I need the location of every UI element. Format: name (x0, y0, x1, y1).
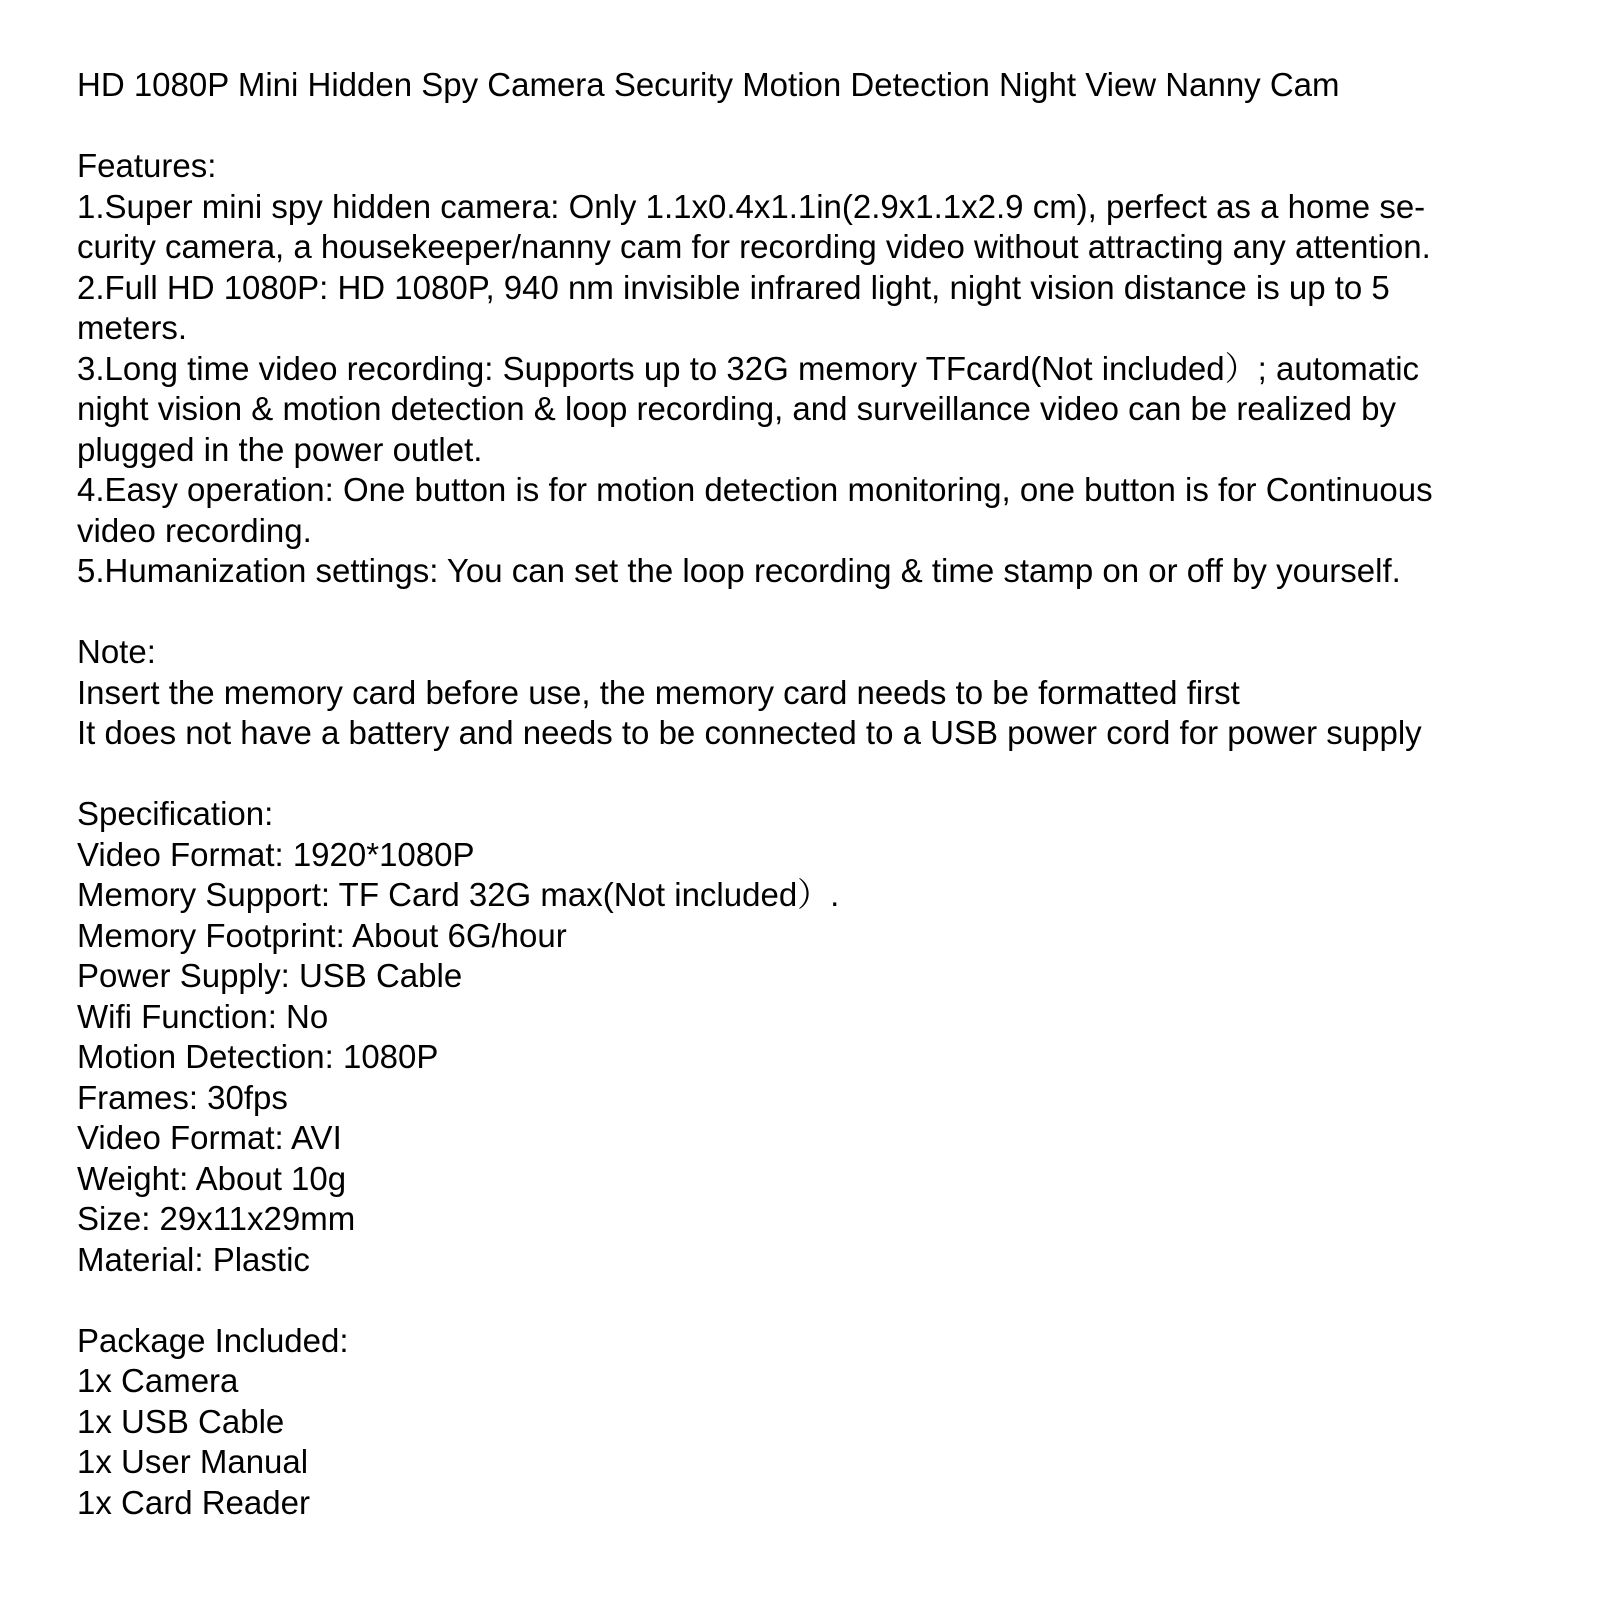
spec-line: Material: Plastic (77, 1240, 310, 1278)
features-line: 3.Long time video recording: Supports up to 32G memory TFcard(Not included）; automatic (77, 349, 1420, 387)
features-heading: Features: (77, 147, 217, 184)
specification-heading: Specification: (77, 795, 274, 832)
note-heading: Note: (77, 633, 156, 670)
package-heading: Package Included: (77, 1321, 349, 1359)
features-line: video recording. (77, 511, 312, 549)
spec-line: Memory Footprint: About 6G/hour (77, 916, 567, 954)
features-line: night vision & motion detection & loop recording, and surveillance video can be realized by (77, 390, 1396, 427)
features-line: 5.Humanization settings: You can set the loop recording & time stamp on or off by yourself. (77, 552, 1401, 589)
note-line: It does not have a battery and needs to be connected to a USB power cord for power supply (77, 714, 1422, 751)
spacer (77, 106, 1577, 147)
features-line: plugged in the power outlet. (77, 430, 483, 468)
features-line: 2.Full HD 1080P: HD 1080P, 940 nm invisible infrared light, night vision distance is up to 5 (77, 268, 1390, 306)
spacer (77, 1280, 1577, 1321)
spacer (77, 754, 1577, 795)
spec-line: Frames: 30fps (77, 1078, 288, 1116)
spec-line: Wifi Function: No (77, 997, 329, 1035)
package-line: 1x User Manual (77, 1443, 309, 1480)
product-description (77, 65, 1577, 1523)
features-line: 1.Super mini spy hidden camera: Only 1.1x0.4x1.1in(2.9x1.1x2.9 cm), perfect as a home se- (77, 187, 1426, 225)
spec-line: Power Supply: USB Cable (77, 957, 463, 994)
spec-line: Video Format: AVI (77, 1119, 342, 1156)
spec-line: Motion Detection: 1080P (77, 1038, 439, 1075)
spec-line: Video Format: 1920*1080P (77, 835, 475, 873)
page-title: HD 1080P Mini Hidden Spy Camera Security Motion Detection Night View Nanny Cam (77, 66, 1340, 103)
features-line: 4.Easy operation: One button is for motion detection monitoring, one button is for Continuous (77, 471, 1433, 508)
package-line: 1x USB Cable (77, 1402, 285, 1440)
features-line: meters. (77, 309, 188, 346)
spec-line: Weight: About 10g (77, 1159, 347, 1197)
package-line: 1x Camera (77, 1362, 239, 1399)
note-line: Insert the memory card before use, the memory card needs to be formatted first (77, 673, 1240, 711)
spec-line: Size: 29x11x29mm (77, 1200, 356, 1237)
spacer (77, 592, 1577, 633)
spec-line: Memory Support: TF Card 32G max(Not included）. (77, 876, 840, 913)
features-line: curity camera, a housekeeper/nanny cam for recording video without attracting any attention. (77, 228, 1431, 265)
package-line: 1x Card Reader (77, 1483, 310, 1521)
